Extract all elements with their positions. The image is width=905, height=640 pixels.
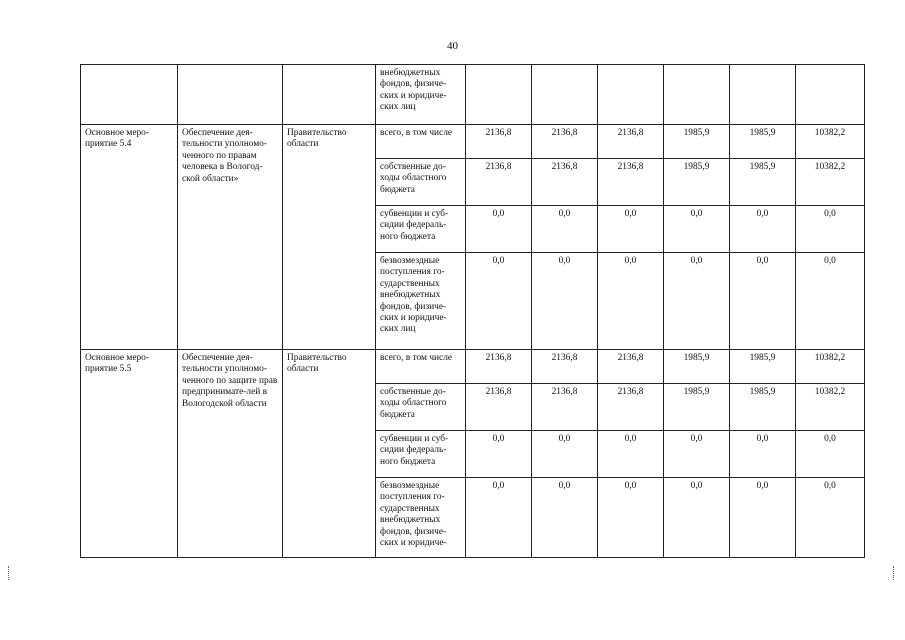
value-cell: 0,0 — [598, 206, 664, 253]
value-cell: 1985,9 — [664, 384, 730, 431]
cell-empty — [81, 65, 178, 125]
value-cell: 1985,9 — [730, 125, 796, 159]
value-cell: 0,0 — [730, 431, 796, 478]
value-cell: 1985,9 — [664, 125, 730, 159]
value-cell: 0,0 — [664, 206, 730, 253]
value-cell: 2136,8 — [532, 384, 598, 431]
cell-empty — [283, 65, 376, 125]
value-cell: 2136,8 — [466, 125, 532, 159]
funding-source: собственные до-ходы областного бюджета — [376, 159, 466, 206]
value-cell: 0,0 — [598, 478, 664, 558]
cell-empty — [178, 65, 283, 125]
value-cell: 10382,2 — [796, 350, 865, 384]
page-number: 40 — [447, 40, 458, 52]
value-cell: 0,0 — [466, 478, 532, 558]
value-cell: 0,0 — [532, 206, 598, 253]
measure-title: Обеспечение дея-тельности уполномо-ченного по защите прав предпринимате-лей в Вологодской области — [178, 350, 283, 558]
cell-empty — [532, 65, 598, 125]
table-row — [81, 125, 865, 159]
value-cell: 1985,9 — [664, 350, 730, 384]
value-cell: 2136,8 — [532, 159, 598, 206]
funding-source: всего, в том числе — [376, 125, 466, 159]
value-cell: 2136,8 — [598, 125, 664, 159]
value-cell: 10382,2 — [796, 384, 865, 431]
value-cell: 2136,8 — [532, 350, 598, 384]
value-cell: 0,0 — [532, 478, 598, 558]
scan-edge-mark-left — [8, 566, 11, 580]
value-cell: 0,0 — [664, 478, 730, 558]
measure-name: Основное меро-приятие 5.4 — [81, 125, 178, 350]
funding-source: субвенции и суб-сидии федераль-ного бюджета — [376, 431, 466, 478]
funding-source — [376, 478, 466, 558]
scan-edge-mark-right — [893, 566, 896, 580]
value-cell: 2136,8 — [598, 350, 664, 384]
value-cell: 10382,2 — [796, 159, 865, 206]
value-cell: 0,0 — [664, 431, 730, 478]
cell-empty — [796, 65, 865, 125]
table-row — [81, 350, 865, 384]
funding-source: собственные до-ходы областного бюджета — [376, 384, 466, 431]
cell-empty — [598, 65, 664, 125]
value-cell: 2136,8 — [466, 159, 532, 206]
funding-source: безвозмездные поступления го-сударственных внебюджетных фондов, физиче-ских и юридиче-ских лиц — [376, 253, 466, 350]
value-cell: 0,0 — [466, 431, 532, 478]
funding-source: внебюджетных фондов, физиче-ских и юридиче-ских лиц — [376, 65, 466, 125]
funding-source-text: безвозмездные поступления го-сударственных внебюджетных фондов, физиче-ских и юридиче- — [380, 481, 447, 549]
value-cell: 0,0 — [796, 206, 865, 253]
measure-title: Обеспечение дея-тельности уполномо-ченного по правам человека в Вологод-ской области» — [178, 125, 283, 350]
cell-empty — [730, 65, 796, 125]
value-cell: 10382,2 — [796, 125, 865, 159]
measure-name: Основное меро-приятие 5.5 — [81, 350, 178, 558]
value-cell: 0,0 — [664, 253, 730, 350]
value-cell: 0,0 — [730, 206, 796, 253]
value-cell: 0,0 — [466, 206, 532, 253]
value-cell: 0,0 — [532, 253, 598, 350]
value-cell: 0,0 — [730, 478, 796, 558]
value-cell: 2136,8 — [466, 384, 532, 431]
table-row — [81, 65, 865, 125]
measure-executor: Правительство области — [283, 350, 376, 558]
value-cell: 0,0 — [598, 431, 664, 478]
funding-source: всего, в том числе — [376, 350, 466, 384]
funding-source: субвенции и суб-сидии федераль-ного бюджета — [376, 206, 466, 253]
value-cell: 0,0 — [532, 431, 598, 478]
value-cell: 0,0 — [598, 253, 664, 350]
value-cell: 2136,8 — [532, 125, 598, 159]
value-cell: 2136,8 — [598, 159, 664, 206]
measure-executor: Правительство области — [283, 125, 376, 350]
value-cell: 1985,9 — [730, 350, 796, 384]
cell-empty — [466, 65, 532, 125]
value-cell: 0,0 — [796, 253, 865, 350]
cell-empty — [664, 65, 730, 125]
value-cell: 0,0 — [466, 253, 532, 350]
value-cell: 1985,9 — [730, 384, 796, 431]
value-cell: 0,0 — [796, 431, 865, 478]
value-cell: 2136,8 — [466, 350, 532, 384]
value-cell: 0,0 — [730, 253, 796, 350]
value-cell: 1985,9 — [664, 159, 730, 206]
value-cell: 2136,8 — [598, 384, 664, 431]
value-cell: 0,0 — [796, 478, 865, 558]
funding-table — [80, 64, 865, 558]
value-cell: 1985,9 — [730, 159, 796, 206]
